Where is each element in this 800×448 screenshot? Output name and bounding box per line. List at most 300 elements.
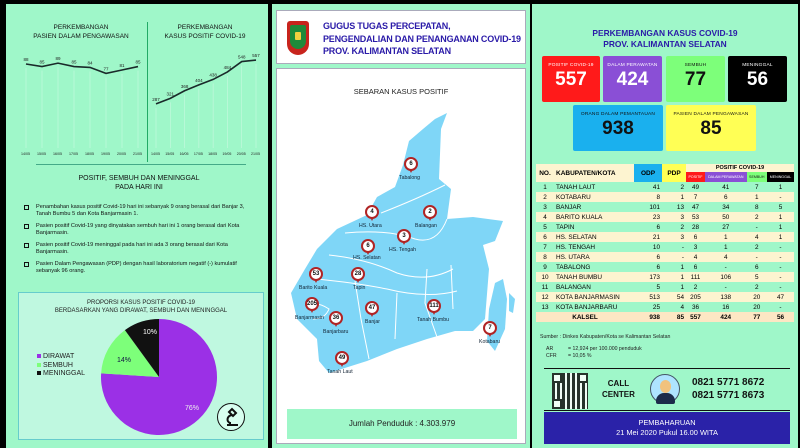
table-cell: 2 — [747, 282, 767, 292]
table-row — [536, 252, 794, 262]
table-cell: 1 — [662, 272, 686, 282]
x-tick-label: 18/05 — [85, 152, 94, 156]
x-tick-label: 14/05 — [151, 152, 160, 156]
stat-odp — [573, 105, 663, 151]
call-center-line1: CALL — [607, 379, 630, 388]
call-center-label — [602, 378, 635, 400]
map-marker-banjarbaru[interactable]: 36 — [329, 311, 343, 325]
table-cell: HS. UTARA — [554, 252, 634, 262]
table-cell: - — [767, 252, 794, 262]
table-cell: 7 — [747, 182, 767, 192]
stat-odp-value: 938 — [602, 118, 634, 139]
stat-meninggal-value: 56 — [746, 69, 769, 90]
map-label-tanah-bumbu: Tanah Bumbu — [417, 317, 450, 323]
today-title-line1: POSITIF, SEMBUH DAN MENINGGAL — [78, 175, 200, 182]
call-center — [544, 368, 790, 411]
today-title-line2: PADA HARI INI — [115, 184, 163, 191]
svg-text:77: 77 — [103, 66, 109, 72]
stat-positif-value: 557 — [555, 69, 587, 90]
update-timestamp: 21 Mei 2020 Pukul 16.00 WITA — [616, 428, 718, 437]
emblem-center — [295, 32, 301, 40]
table-cell: 7 — [686, 192, 705, 202]
stat-positif — [542, 56, 600, 102]
stat-sembuh-label: SEMBUH — [684, 63, 707, 68]
table-cell: 3 — [536, 202, 554, 212]
phone-1[interactable]: 0821 5771 8672 — [692, 377, 765, 388]
table-cell: 1 — [662, 192, 686, 202]
qr-corner — [552, 373, 562, 383]
map-marker-kotabaru[interactable]: 7 — [483, 321, 497, 335]
header-line3: PROV. KALIMANTAN SELATAN — [323, 46, 451, 56]
legend-item-meninggal — [37, 370, 85, 379]
table-cell: 27 — [705, 222, 747, 232]
table-cell: 21 — [634, 232, 662, 242]
legend-item-sembuh — [37, 362, 85, 371]
phone-2[interactable]: 0821 5771 8673 — [692, 390, 765, 401]
table-cell: 28 — [686, 222, 705, 232]
stat-meninggal — [728, 56, 787, 102]
table-cell: 2 — [747, 242, 767, 252]
table-cell: 6 — [536, 232, 554, 242]
col-group-positif: POSITIF COVID-19 — [686, 164, 794, 172]
table-cell: 6 — [634, 262, 662, 272]
stat-pdp-label: PASIEN DALAM PENGAWASAN — [673, 112, 749, 117]
table-row — [536, 282, 794, 292]
table-cell: KOTA BANJARMASIN — [554, 292, 634, 302]
header-title — [323, 20, 521, 58]
table-cell: 3 — [686, 242, 705, 252]
map-label-tanah-laut: Tanah Laut — [327, 369, 353, 375]
map-box — [276, 68, 526, 444]
table-cell: 10 — [634, 242, 662, 252]
table-cell: - — [767, 282, 794, 292]
district-table — [536, 164, 794, 322]
col-odp: ODP — [634, 164, 662, 182]
table-row — [536, 192, 794, 202]
x-tick-label: 21/05 — [251, 152, 260, 156]
pie-title — [19, 299, 263, 315]
table-cell: 50 — [705, 212, 747, 222]
map-label-balangan: Balangan — [415, 223, 437, 229]
map-label-hs-tengah: HS. Tengah — [389, 247, 417, 253]
trend-charts — [16, 12, 262, 162]
table-cell: 2 — [662, 182, 686, 192]
table-cell: 1 — [662, 262, 686, 272]
today-item-text: Penambahan kasus positif Covid-19 hari ini sebanyak 9 orang berasal dari Banjar 3, Tanah Bumbu 5 dan Kota Banjarmasin 1. — [36, 204, 245, 218]
legend-item-dirawat — [37, 353, 85, 362]
table-cell: 5 — [747, 272, 767, 282]
col-sembuh: SEMBUH — [747, 172, 767, 182]
table-row — [536, 222, 794, 232]
table-row — [536, 292, 794, 302]
table-total-cell: KALSEL — [536, 312, 634, 322]
agent-head — [660, 380, 671, 393]
svg-text:81: 81 — [119, 63, 125, 68]
ar-value: = 12,924 per 100.000 penduduk — [568, 346, 642, 352]
table-cell: 23 — [634, 212, 662, 222]
population-bar: Jumlah Penduduk : 4.303.979 — [287, 409, 517, 439]
table-cell: 1 — [536, 182, 554, 192]
positive-line-chart — [150, 52, 262, 152]
table-cell: BALANGAN — [554, 282, 634, 292]
left-panel — [6, 4, 268, 448]
table-cell: 8 — [634, 192, 662, 202]
table-cell: - — [767, 262, 794, 272]
table-row — [536, 232, 794, 242]
stat-perawatan-label: DALAM PERAWATAN — [607, 63, 658, 68]
svg-text:89: 89 — [55, 56, 61, 62]
table-cell: 1 — [705, 242, 747, 252]
stat-perawatan — [603, 56, 662, 102]
pie-title-line2: BERDASARKAN YANG DIRAWAT, SEMBUH DAN MENINGGAL — [54, 308, 228, 314]
map-marker-tanah-laut[interactable]: 49 — [335, 351, 349, 365]
map-label-banjarmasin: Banjarmasin — [295, 315, 324, 321]
table-cell: 10 — [536, 272, 554, 282]
update-banner — [544, 412, 790, 444]
table-cell: 1 — [705, 232, 747, 242]
stat-perawatan-value: 424 — [616, 69, 649, 90]
table-cell: 41 — [634, 182, 662, 192]
x-tick-label: 16/05 — [53, 152, 62, 156]
emblem-shield — [290, 25, 306, 49]
x-tick-label: 16/05 — [179, 152, 189, 156]
map-label-tabalong: Tabalong — [399, 175, 421, 181]
table-cell: 54 — [662, 292, 686, 302]
table-cell: 5 — [536, 222, 554, 232]
table-cell: 4 — [662, 302, 686, 312]
today-item — [24, 204, 258, 218]
table-total-cell: 938 — [634, 312, 662, 322]
table-cell: 12 — [536, 292, 554, 302]
stat-meninggal-label: MENINGGAL — [742, 63, 773, 68]
map-label-barito-kuala: Barito Kuala — [299, 285, 328, 291]
x-tick-label: 17/05 — [69, 152, 78, 156]
table-cell: 1 — [767, 212, 794, 222]
svg-text:85: 85 — [39, 59, 45, 65]
x-tick-label: 15/05 — [165, 152, 175, 156]
stat-sembuh-value: 77 — [684, 69, 707, 90]
svg-text:438: 438 — [209, 72, 217, 78]
checkbox-bullet-icon — [24, 224, 29, 229]
qr-corner — [552, 399, 562, 409]
header — [276, 10, 526, 64]
table-cell: - — [767, 192, 794, 202]
pie-title-line1: PROPORSI KASUS POSITIF COVID-19 — [86, 300, 196, 306]
pdp-chart-title-line1: PERKEMBANGAN — [53, 24, 109, 31]
svg-text:85: 85 — [71, 59, 77, 65]
table-cell: 6 — [686, 262, 705, 272]
pie-label-dirawat: 76% — [185, 405, 200, 412]
map-marker-hs-selatan[interactable]: 6 — [361, 239, 375, 253]
qr-corner — [578, 373, 588, 383]
x-tick-label: 15/05 — [37, 152, 46, 156]
table-row — [536, 302, 794, 312]
rates — [546, 346, 642, 360]
map-marker-barito-kuala[interactable]: 53 — [309, 267, 323, 281]
table-cell: 138 — [705, 292, 747, 302]
table-total-cell: 424 — [705, 312, 747, 322]
right-panel — [532, 4, 798, 448]
table-cell: 36 — [686, 302, 705, 312]
stat-odp-label: ORANG DALAM PEMANTAUAN — [580, 112, 656, 117]
checkbox-bullet-icon — [24, 205, 29, 210]
svg-text:557: 557 — [252, 53, 260, 59]
checkbox-bullet-icon — [24, 262, 29, 267]
legend-label: DIRAWAT — [43, 353, 75, 360]
positive-chart-title-line1: PERKEMBANGAN — [177, 24, 233, 31]
table-cell: 9 — [536, 262, 554, 272]
pie-chart-box — [18, 292, 264, 440]
table-cell: 173 — [634, 272, 662, 282]
table-cell: - — [662, 242, 686, 252]
table-cell: 4 — [747, 232, 767, 242]
svg-text:368: 368 — [180, 83, 189, 89]
phone-numbers — [692, 376, 764, 402]
table-cell: 16 — [705, 302, 747, 312]
table-cell: 11 — [536, 282, 554, 292]
call-agent-icon — [650, 374, 680, 404]
data-source: Sumber : Dinkes Kabupaten/Kota se Kalimantan Selatan — [540, 334, 671, 340]
table-cell: 34 — [705, 202, 747, 212]
table-cell: 1 — [767, 232, 794, 242]
table-cell: 101 — [634, 202, 662, 212]
table-cell: BARITO KUALA — [554, 212, 634, 222]
svg-text:287: 287 — [152, 96, 160, 102]
table-cell: 2 — [662, 222, 686, 232]
svg-text:84: 84 — [87, 60, 93, 66]
middle-panel — [272, 4, 530, 448]
ar-label: AR — [546, 346, 554, 352]
table-cell: 1 — [662, 282, 686, 292]
positive-chart-title-line2: KASUS POSITIF COVID-19 — [164, 32, 246, 40]
table-cell: 2 — [536, 192, 554, 202]
col-perawatan: DALAM PERAWATAN — [705, 172, 747, 182]
table-cell: 47 — [686, 202, 705, 212]
table-cell: - — [662, 252, 686, 262]
svg-text:88: 88 — [23, 57, 29, 62]
cfr-label: CFR — [546, 353, 557, 359]
table-cell: 106 — [705, 272, 747, 282]
today-item — [24, 261, 258, 275]
x-tick-label: 18/05 — [208, 152, 218, 156]
table-total-cell: 85 — [662, 312, 686, 322]
legend-label: SEMBUH — [43, 361, 73, 369]
table-row — [536, 262, 794, 272]
table-cell: 13 — [536, 302, 554, 312]
map-label-hs-utara: HS. Utara — [359, 223, 382, 229]
table-cell: 1 — [767, 182, 794, 192]
map-marker-hs-utara[interactable]: 4 — [365, 205, 379, 219]
right-title — [532, 28, 798, 50]
right-title-line2: PROV. KALIMANTAN SELATAN — [603, 39, 727, 49]
today-item-text: Pasien Dalam Pengawasan (PDP) dengan hasil laboratorium negatif (-) kumulatif sebanyak 96 orang. — [36, 260, 237, 274]
cfr-value: = 10,05 % — [568, 353, 592, 359]
table-row — [536, 202, 794, 212]
table-cell: HS. TENGAH — [554, 242, 634, 252]
table-cell: 2 — [747, 212, 767, 222]
table-cell: HS. SELATAN — [554, 232, 634, 242]
table-cell: 41 — [705, 182, 747, 192]
pie-legend — [37, 353, 85, 379]
pie-chart — [99, 317, 219, 437]
map-label-banjar: Banjar — [365, 319, 380, 325]
table-cell: 2 — [686, 282, 705, 292]
table-row — [536, 212, 794, 222]
table-cell: 1 — [767, 222, 794, 232]
table-cell: 53 — [686, 212, 705, 222]
table-cell: TANAH LAUT — [554, 182, 634, 192]
table-row — [536, 182, 794, 192]
x-tick-label: 20/05 — [117, 152, 126, 156]
col-no: NO. — [536, 164, 554, 182]
today-title — [16, 174, 262, 192]
today-list — [24, 204, 258, 280]
table-cell: - — [705, 282, 747, 292]
table-cell: 25 — [634, 302, 662, 312]
x-tick-label: 19/05 — [222, 152, 232, 156]
table-cell: - — [767, 242, 794, 252]
map-marker-tapin[interactable]: 28 — [351, 267, 365, 281]
svg-text:85: 85 — [135, 59, 141, 65]
call-center-line2: CENTER — [602, 390, 635, 399]
table-cell: 8 — [536, 252, 554, 262]
cfr-row — [546, 353, 642, 360]
section-divider — [36, 164, 246, 165]
today-item-text: Pasien positif Covid-19 yang dinyatakan sembuh hari ini 1 orang berasal dari Kota Banjarmasin. — [36, 222, 240, 237]
map-marker-balangan[interactable]: 2 — [423, 205, 437, 219]
pdp-chart-title — [16, 24, 146, 41]
microscope-icon — [217, 403, 245, 431]
map-marker-tanah-bumbu[interactable]: 111 — [427, 299, 441, 313]
pdp-line-chart — [20, 52, 144, 152]
table-cell: 3 — [662, 212, 686, 222]
map-label-banjarbaru: Banjarbaru — [323, 329, 349, 335]
pie-label-meninggal: 10% — [143, 329, 158, 336]
legend-swatch — [37, 371, 41, 375]
stat-pdp-value: 85 — [700, 118, 722, 139]
today-item — [24, 223, 258, 237]
table-cell: 4 — [536, 212, 554, 222]
province-emblem-icon — [287, 21, 309, 55]
table-total-row — [536, 312, 794, 322]
table-cell: 8 — [747, 202, 767, 212]
right-title-line1: PERKEMBANGAN KASUS COVID-19 — [592, 28, 738, 38]
table-cell: TABALONG — [554, 262, 634, 272]
x-tick-label: 17/05 — [193, 152, 203, 156]
col-meninggal: MENINGGAL — [767, 172, 794, 182]
table-cell: - — [767, 302, 794, 312]
table-cell: - — [705, 262, 747, 272]
table-cell: TAPIN — [554, 222, 634, 232]
table-cell: 1 — [747, 192, 767, 202]
legend-swatch — [37, 363, 41, 367]
table-cell: KOTA BANJARBARU — [554, 302, 634, 312]
map-marker-banjar[interactable]: 47 — [365, 301, 379, 315]
ar-row — [546, 346, 642, 353]
svg-text:548: 548 — [237, 54, 246, 60]
table-cell: - — [747, 252, 767, 262]
today-item-text: Pasien positif Covid-19 meninggal pada hari ini ada 3 orang berasal dari Kota Banjarmasin. — [36, 241, 228, 256]
x-tick-label: 19/05 — [101, 152, 110, 156]
map-label-kotabaru: Kotabaru — [479, 339, 501, 345]
table-total-cell: 56 — [767, 312, 794, 322]
stat-positif-label: POSITIF COVID-19 — [548, 63, 594, 68]
stat-pdp — [666, 105, 756, 151]
table-row — [536, 272, 794, 282]
table-cell: 5 — [634, 282, 662, 292]
table-cell: 205 — [686, 292, 705, 302]
map-label-hs-selatan: HS. Selatan — [353, 255, 381, 261]
map-title: SEBARAN KASUS POSITIF — [353, 87, 449, 96]
table-cell: 20 — [747, 302, 767, 312]
table-total-cell: 557 — [686, 312, 705, 322]
col-positif: POSITIF — [686, 172, 705, 182]
pdp-chart-title-line2: PASIEN DALAM PENGAWASAN — [33, 32, 129, 40]
table-row — [536, 242, 794, 252]
table-cell: 3 — [662, 232, 686, 242]
table-cell: 6 — [634, 222, 662, 232]
col-pdp: PDP — [662, 164, 686, 182]
chart-divider — [147, 22, 148, 162]
table-total-cell: 77 — [747, 312, 767, 322]
x-tick-label: 21/05 — [133, 152, 142, 156]
svg-text:321: 321 — [166, 91, 175, 97]
table-cell: 47 — [767, 292, 794, 302]
table-cell: - — [747, 222, 767, 232]
table-cell: 49 — [686, 182, 705, 192]
table-cell: 5 — [767, 202, 794, 212]
table-cell: 111 — [686, 272, 705, 282]
today-item — [24, 242, 258, 256]
x-tick-label: 20/05 — [236, 152, 246, 156]
update-title: PEMBAHARUAN — [638, 418, 696, 427]
table-cell: - — [767, 272, 794, 282]
table-cell: 6 — [705, 192, 747, 202]
legend-label: MENINGGAL — [43, 370, 86, 377]
table-cell: 13 — [662, 202, 686, 212]
x-tick-label: 14/05 — [21, 152, 30, 156]
svg-text:484: 484 — [223, 64, 232, 70]
positive-chart-title — [148, 24, 262, 41]
table-cell: 4 — [705, 252, 747, 262]
qr-code-icon[interactable] — [552, 373, 588, 409]
table-cell: 6 — [686, 232, 705, 242]
table-cell: 4 — [686, 252, 705, 262]
svg-text:404: 404 — [195, 77, 203, 83]
map-label-tapin: Tapin — [353, 285, 366, 291]
pie-label-sembuh: 14% — [117, 357, 132, 364]
table-cell: 7 — [536, 242, 554, 252]
table-cell: KOTABARU — [554, 192, 634, 202]
agent-body — [656, 393, 675, 404]
table-cell: 20 — [747, 292, 767, 302]
col-kabupaten: KABUPATEN/KOTA — [554, 164, 634, 182]
legend-swatch — [37, 354, 41, 358]
checkbox-bullet-icon — [24, 243, 29, 248]
table-cell: 513 — [634, 292, 662, 302]
table-cell: TANAH BUMBU — [554, 272, 634, 282]
district-table-body — [536, 182, 794, 322]
header-line2: PENGENDALIAN DAN PENANGANAN COVID-19 — [323, 33, 521, 44]
map-marker-banjarmasin[interactable]: 205 — [305, 297, 319, 311]
table-cell: BANJAR — [554, 202, 634, 212]
table-cell: 6 — [634, 252, 662, 262]
map-marker-tabalong[interactable]: 6 — [404, 157, 418, 171]
stat-sembuh — [666, 56, 725, 102]
header-line1: GUGUS TUGAS PERCEPATAN, — [323, 21, 451, 31]
table-cell: 6 — [747, 262, 767, 272]
map-marker-hs-tengah[interactable]: 3 — [397, 229, 411, 243]
